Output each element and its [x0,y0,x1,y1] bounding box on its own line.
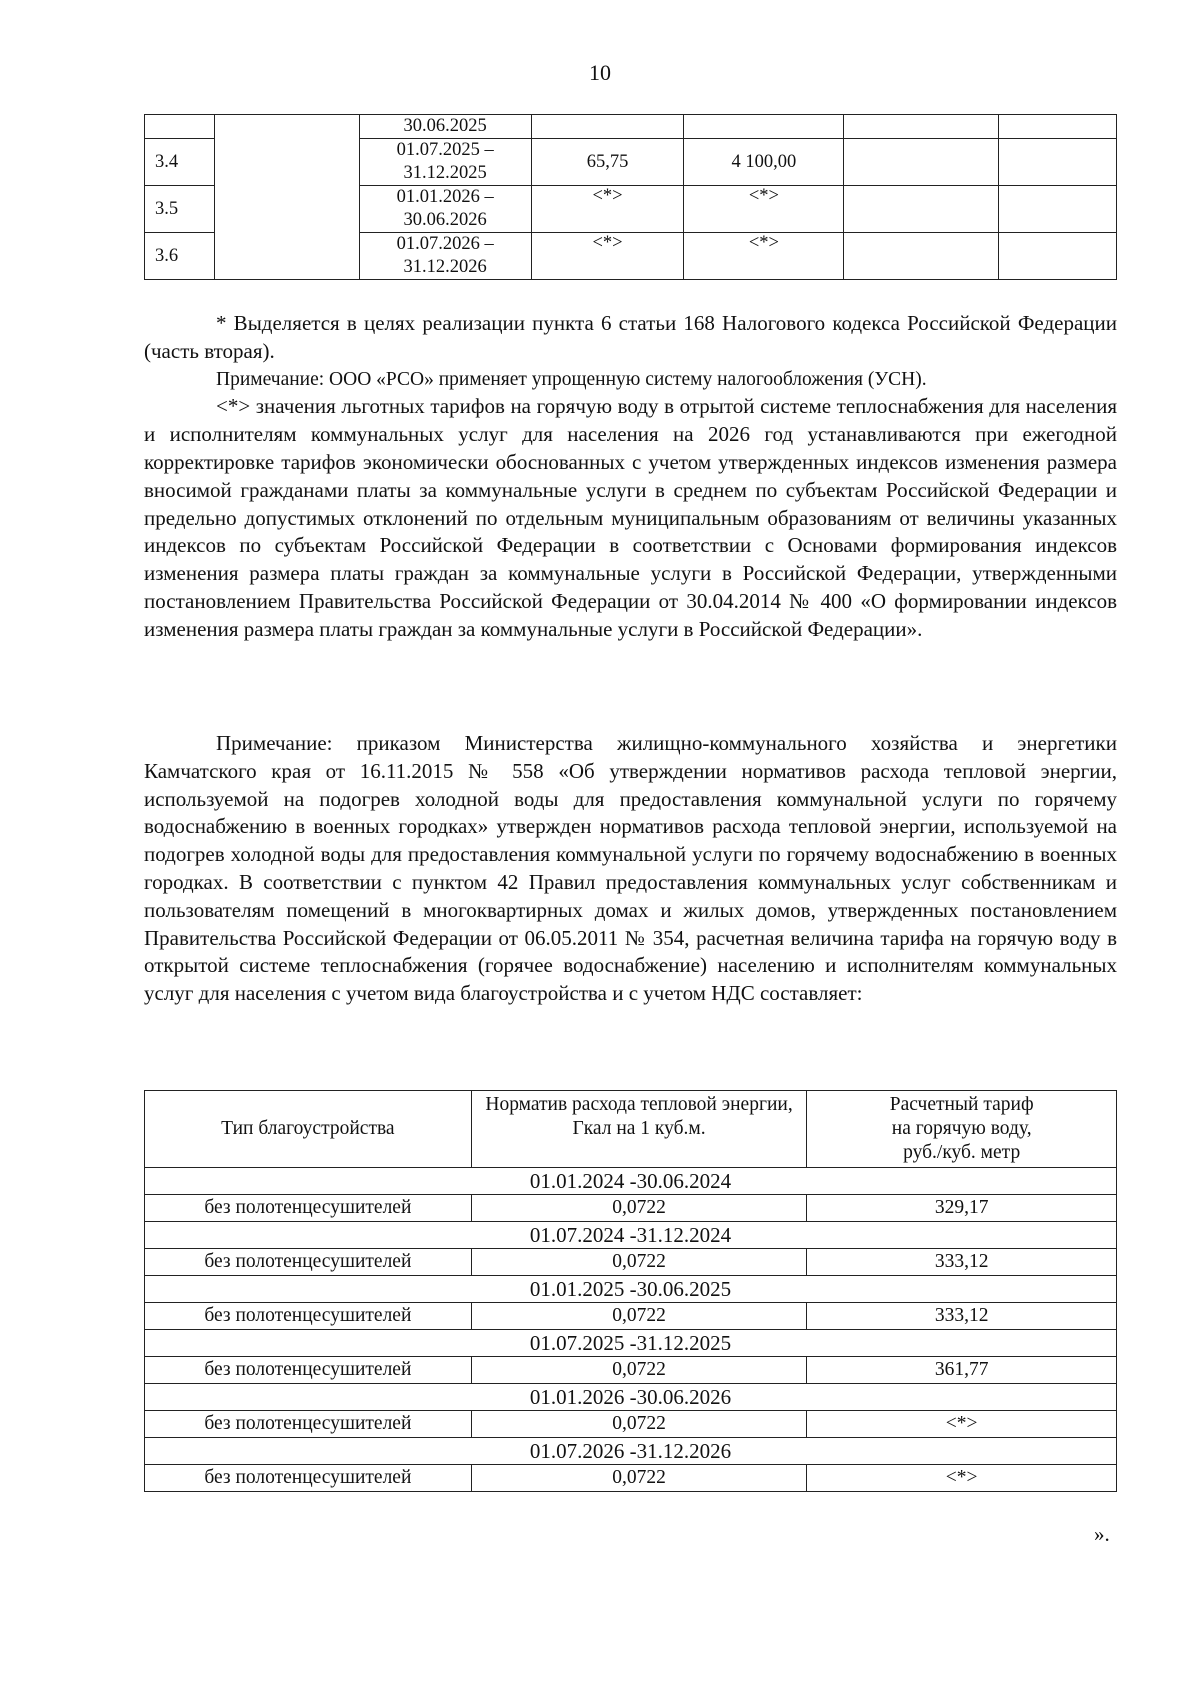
value-cell [684,115,844,139]
period-label: 01.07.2026 -31.12.2026 [145,1438,1117,1465]
table-row [145,1303,1117,1330]
table-row [145,1411,1117,1438]
note-preferential-tariffs: <*> значения льготных тарифов на горячую воду в отрытой системе теплоснабжения для населения и исполнителям коммунальных услуг для населения на 2026 год устанавливаются при ежегодной корректировке тарифов экономически обоснованных с учетом утвержденных индексов изменения размера вносимой гражданами платы за коммунальные услуги в среднем по субъектам Российской Федерации и предельно допустимых отклонений по отдельным муниципальным образованиям от величины указанных индексов по субъектам Российской Федерации в соответствии с Основами формирования индексов изменения размера платы граждан за коммунальные услуги в Российской Федерации, утвержденными постановлением Правительства Российской Федерации от 30.04.2014 № 400 «О формировании индексов изменения размера платы граждан за коммунальные услуги в Российской Федерации». [144,394,1117,641]
value-cell: 4 100,00 [684,139,844,186]
header-norm: Норматив расхода тепловой энергии, Гкал на 1 куб.м. [471,1091,807,1168]
tariff-cell: 329,17 [807,1195,1117,1222]
norm-cell: 0,0722 [471,1303,807,1330]
header-tariff: Расчетный тариф на горячую воду, руб./куб. метр [807,1091,1117,1168]
notes-block-2 [144,730,1117,1008]
period-label: 01.07.2025 -31.12.2025 [145,1330,1117,1357]
row-number: 3.5 [145,186,215,233]
note-usn: Примечание: ООО «РСО» применяет упрощенную систему налогообложения (УСН). [216,368,927,390]
table-row [145,1357,1117,1384]
value-cell: <*> [531,233,684,280]
period-cell: 30.06.2025 [359,115,531,139]
value-cell: <*> [684,186,844,233]
norm-cell: 0,0722 [471,1195,807,1222]
norm-cell: 0,0722 [471,1411,807,1438]
tariff-cell: 333,12 [807,1249,1117,1276]
tariff-cell: <*> [807,1411,1117,1438]
type-cell: без полотенцесушителей [145,1195,472,1222]
hot-water-tariff-table [144,1090,1117,1492]
empty-cell [999,186,1117,233]
period-label: 01.07.2024 -31.12.2024 [145,1222,1117,1249]
table-row [145,1195,1117,1222]
norm-cell: 0,0722 [471,1465,807,1492]
period-label: 01.01.2026 -30.06.2026 [145,1384,1117,1411]
empty-cell [844,115,999,139]
closing-quote: ». [1094,1522,1110,1546]
type-cell: без полотенцесушителей [145,1411,472,1438]
period-cell: 01.01.2026 – 30.06.2026 [359,186,531,233]
type-cell: без полотенцесушителей [145,1249,472,1276]
tariff-cell: 333,12 [807,1303,1117,1330]
empty-cell [844,233,999,280]
footnote-text: * Выделяется в целях реализации пункта 6 статьи 168 Налогового кодекса Российской Федерации (часть вторая). [144,311,1117,363]
period-label: 01.01.2025 -30.06.2025 [145,1276,1117,1303]
period-cell: 01.07.2026 – 31.12.2026 [359,233,531,280]
value-cell: <*> [531,186,684,233]
type-cell: без полотенцесушителей [145,1465,472,1492]
period-cell: 01.07.2025 – 31.12.2025 [359,139,531,186]
value-cell: <*> [684,233,844,280]
period-row [145,1276,1117,1303]
tariff-cell: 361,77 [807,1357,1117,1384]
note-normatives: Примечание: приказом Министерства жилищно-коммунального хозяйства и энергетики Камчатского края от 16.11.2015 № 558 «Об утверждении нормативов расхода тепловой энергии, используемой на подогрев холодной воды для предоставления коммунальной услуги по горячему водоснабжению в военных городках» утвержден нормативов расхода тепловой энергии, используемой на подогрев холодной воды для предоставления коммунальной услуги по горячему водоснабжению в военных городках. В соответствии с пунктом 42 Правил предоставления коммунальных услуг собственникам и пользователям помещений в многоквартирных домах и жилых домов, утвержденных постановлением Правительства Российской Федерации от 06.05.2011 № 354, расчетная величина тарифа на горячую воду в открытой системе теплоснабжения (горячее водоснабжение) населению и исполнителям коммунальных услуг для населения с учетом вида благоустройства и с учетом НДС составляет: [144,731,1117,1006]
row-number [145,115,215,139]
norm-cell: 0,0722 [471,1249,807,1276]
empty-cell [999,233,1117,280]
value-cell: 65,75 [531,139,684,186]
page-number: 10 [589,60,611,85]
table-header-row [145,1091,1117,1168]
empty-cell [999,139,1117,186]
norm-cell: 0,0722 [471,1357,807,1384]
empty-cell [999,115,1117,139]
value-cell [531,115,684,139]
row-number: 3.6 [145,233,215,280]
table-row [145,1465,1117,1492]
period-row [145,1222,1117,1249]
row-number: 3.4 [145,139,215,186]
period-row [145,1168,1117,1195]
period-row [145,1384,1117,1411]
header-type: Тип благоустройства [145,1091,472,1168]
type-cell: без полотенцесушителей [145,1357,472,1384]
tariff-table-continuation [144,114,1117,280]
empty-cell [844,139,999,186]
period-row [145,1330,1117,1357]
period-row [145,1438,1117,1465]
table-row [145,1249,1117,1276]
empty-cell [844,186,999,233]
notes-block [144,310,1117,644]
type-cell: без полотенцесушителей [145,1303,472,1330]
table-row [145,115,1117,139]
tariff-cell: <*> [807,1465,1117,1492]
merged-empty-cell [214,115,359,280]
period-label: 01.01.2024 -30.06.2024 [145,1168,1117,1195]
